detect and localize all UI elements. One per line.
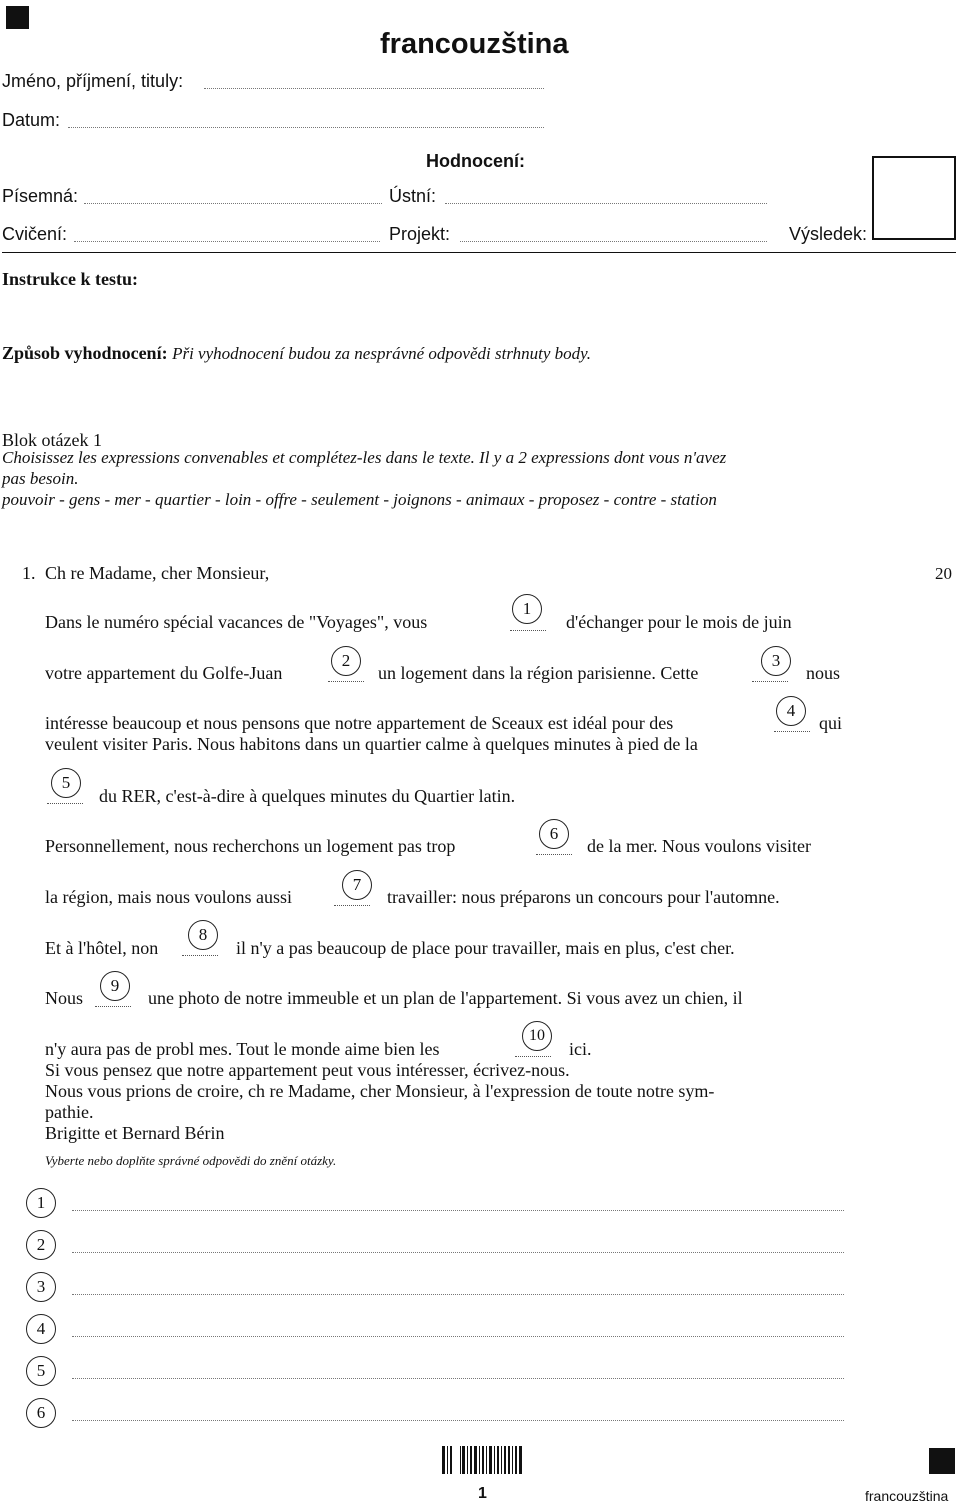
answer-line-1[interactable] [72,1210,844,1211]
instructions-title: Instrukce k testu: [2,269,139,289]
subject-title: francouzština [380,28,569,60]
text-line-9b: une photo de notre immeuble et un plan de l'appartement. Si vous avez un chien, il [148,988,743,1008]
gap-marker-1: 1 [512,594,542,624]
text-line-5: du RER, c'est-à-dire à quelques minutes du Quartier latin. [99,786,516,806]
barcode [442,1446,522,1474]
text-line-10a: n'y aura pas de probl mes. Tout le monde aime bien les [45,1039,440,1059]
corner-mark-bottom-right [929,1448,955,1474]
result-label: Výsledek: [789,224,868,244]
gap-8[interactable] [182,955,218,956]
answer-line-3[interactable] [72,1294,844,1295]
greeting: Ch re Madame, cher Monsieur, [45,563,270,583]
gap-marker-8: 8 [188,920,218,950]
text-line-2b: un logement dans la région parisienne. Cette [378,663,699,683]
text-line-8b: il n'y a pas beaucoup de place pour travailler, mais en plus, c'est cher. [236,938,735,958]
gap-marker-4: 4 [776,696,806,726]
evaluation-method-label: Způsob vyhodnocení: [2,343,168,363]
gap-marker-3: 3 [761,646,791,676]
text-line-2c: nous [806,663,841,683]
text-line-13: pathie. [45,1102,94,1122]
name-field[interactable] [204,88,544,89]
written-label: Písemná: [2,186,79,206]
name-label: Jméno, příjmení, tituly: [2,71,184,91]
word-bank: pouvoir - gens - mer - quartier - loin - offre - seulement - joignons - animaux - proposez - contre - station [2,490,717,509]
text-line-8a: Et à l'hôtel, non [45,938,159,958]
corner-mark-top-left [6,6,29,29]
text-line-7a: la région, mais nous voulons aussi [45,887,292,907]
gap-2[interactable] [328,681,364,682]
block-instruction-1: Choisissez les expressions convenables et complétez-les dans le texte. Il y a 2 expressions dont vous n'avez [2,448,727,467]
gap-7[interactable] [334,905,370,906]
gap-3[interactable] [752,681,788,682]
gap-marker-2: 2 [331,646,361,676]
oral-label: Ústní: [389,186,437,206]
result-box[interactable] [872,156,956,240]
text-line-9a: Nous [45,988,84,1008]
date-field[interactable] [68,127,544,128]
gap-marker-9: 9 [100,971,130,1001]
gap-9[interactable] [95,1006,131,1007]
text-line-11: Si vous pensez que notre appartement peut vous intéresser, écrivez-nous. [45,1060,570,1080]
text-line-4: veulent visiter Paris. Nous habitons dans un quartier calme à quelques minutes à pied de la [45,734,698,754]
text-line-6a: Personnellement, nous recherchons un logement pas trop [45,836,456,856]
footer-subject: francouzština [865,1488,949,1504]
text-line-1b: d'échanger pour le mois de juin [566,612,792,632]
date-label: Datum: [2,110,61,130]
text-line-3b: qui [819,713,843,733]
exercises-field[interactable] [74,241,380,242]
gap-4[interactable] [774,731,810,732]
answer-line-6[interactable] [72,1420,844,1421]
block-instruction-2: pas besoin. [2,469,79,488]
evaluation-method [2,343,591,364]
question-points: 20 [935,564,952,583]
gap-5[interactable] [47,803,83,804]
page-number: 1 [478,1485,487,1502]
gap-marker-10: 10 [522,1021,552,1051]
gap-6[interactable] [536,854,572,855]
text-line-6b: de la mer. Nous voulons visiter [587,836,811,856]
gap-1[interactable] [510,630,546,631]
question-number: 1. [22,563,36,583]
answer-number-5: 5 [26,1356,56,1386]
text-line-3a: intéresse beaucoup et nous pensons que notre appartement de Sceaux est idéal pour des [45,713,674,733]
exercises-label: Cvičení: [2,224,68,244]
evaluation-title: Hodnocení: [426,151,525,171]
gap-marker-5: 5 [51,768,81,798]
oral-field[interactable] [445,203,767,204]
answer-number-1: 1 [26,1188,56,1218]
answer-line-5[interactable] [72,1378,844,1379]
answer-number-3: 3 [26,1272,56,1302]
gap-marker-6: 6 [539,819,569,849]
project-label: Projekt: [389,224,451,244]
text-line-12: Nous vous prions de croire, ch re Madame, cher Monsieur, à l'expression de toute notre sym- [45,1081,715,1101]
header-divider [2,252,956,253]
block-title: Blok otázek 1 [2,430,102,450]
answer-number-4: 4 [26,1314,56,1344]
gap-marker-7: 7 [342,870,372,900]
gap-10[interactable] [515,1056,551,1057]
answer-number-2: 2 [26,1230,56,1260]
evaluation-method-text: Při vyhodnocení budou za nesprávné odpovědi strhnuty body. [172,344,592,363]
answer-number-6: 6 [26,1398,56,1428]
answer-line-4[interactable] [72,1336,844,1337]
answer-instruction: Vyberte nebo doplňte správné odpovědi do znění otázky. [45,1153,337,1168]
text-line-1a: Dans le numéro spécial vacances de "Voyages", vous [45,612,428,632]
text-line-7b: travailler: nous préparons un concours pour l'automne. [387,887,780,907]
written-field[interactable] [84,203,382,204]
answer-line-2[interactable] [72,1252,844,1253]
project-field[interactable] [460,241,767,242]
text-line-10b: ici. [569,1039,592,1059]
text-line-2a: votre appartement du Golfe-Juan [45,663,283,683]
signature-text: Brigitte et Bernard Bérin [45,1123,225,1143]
